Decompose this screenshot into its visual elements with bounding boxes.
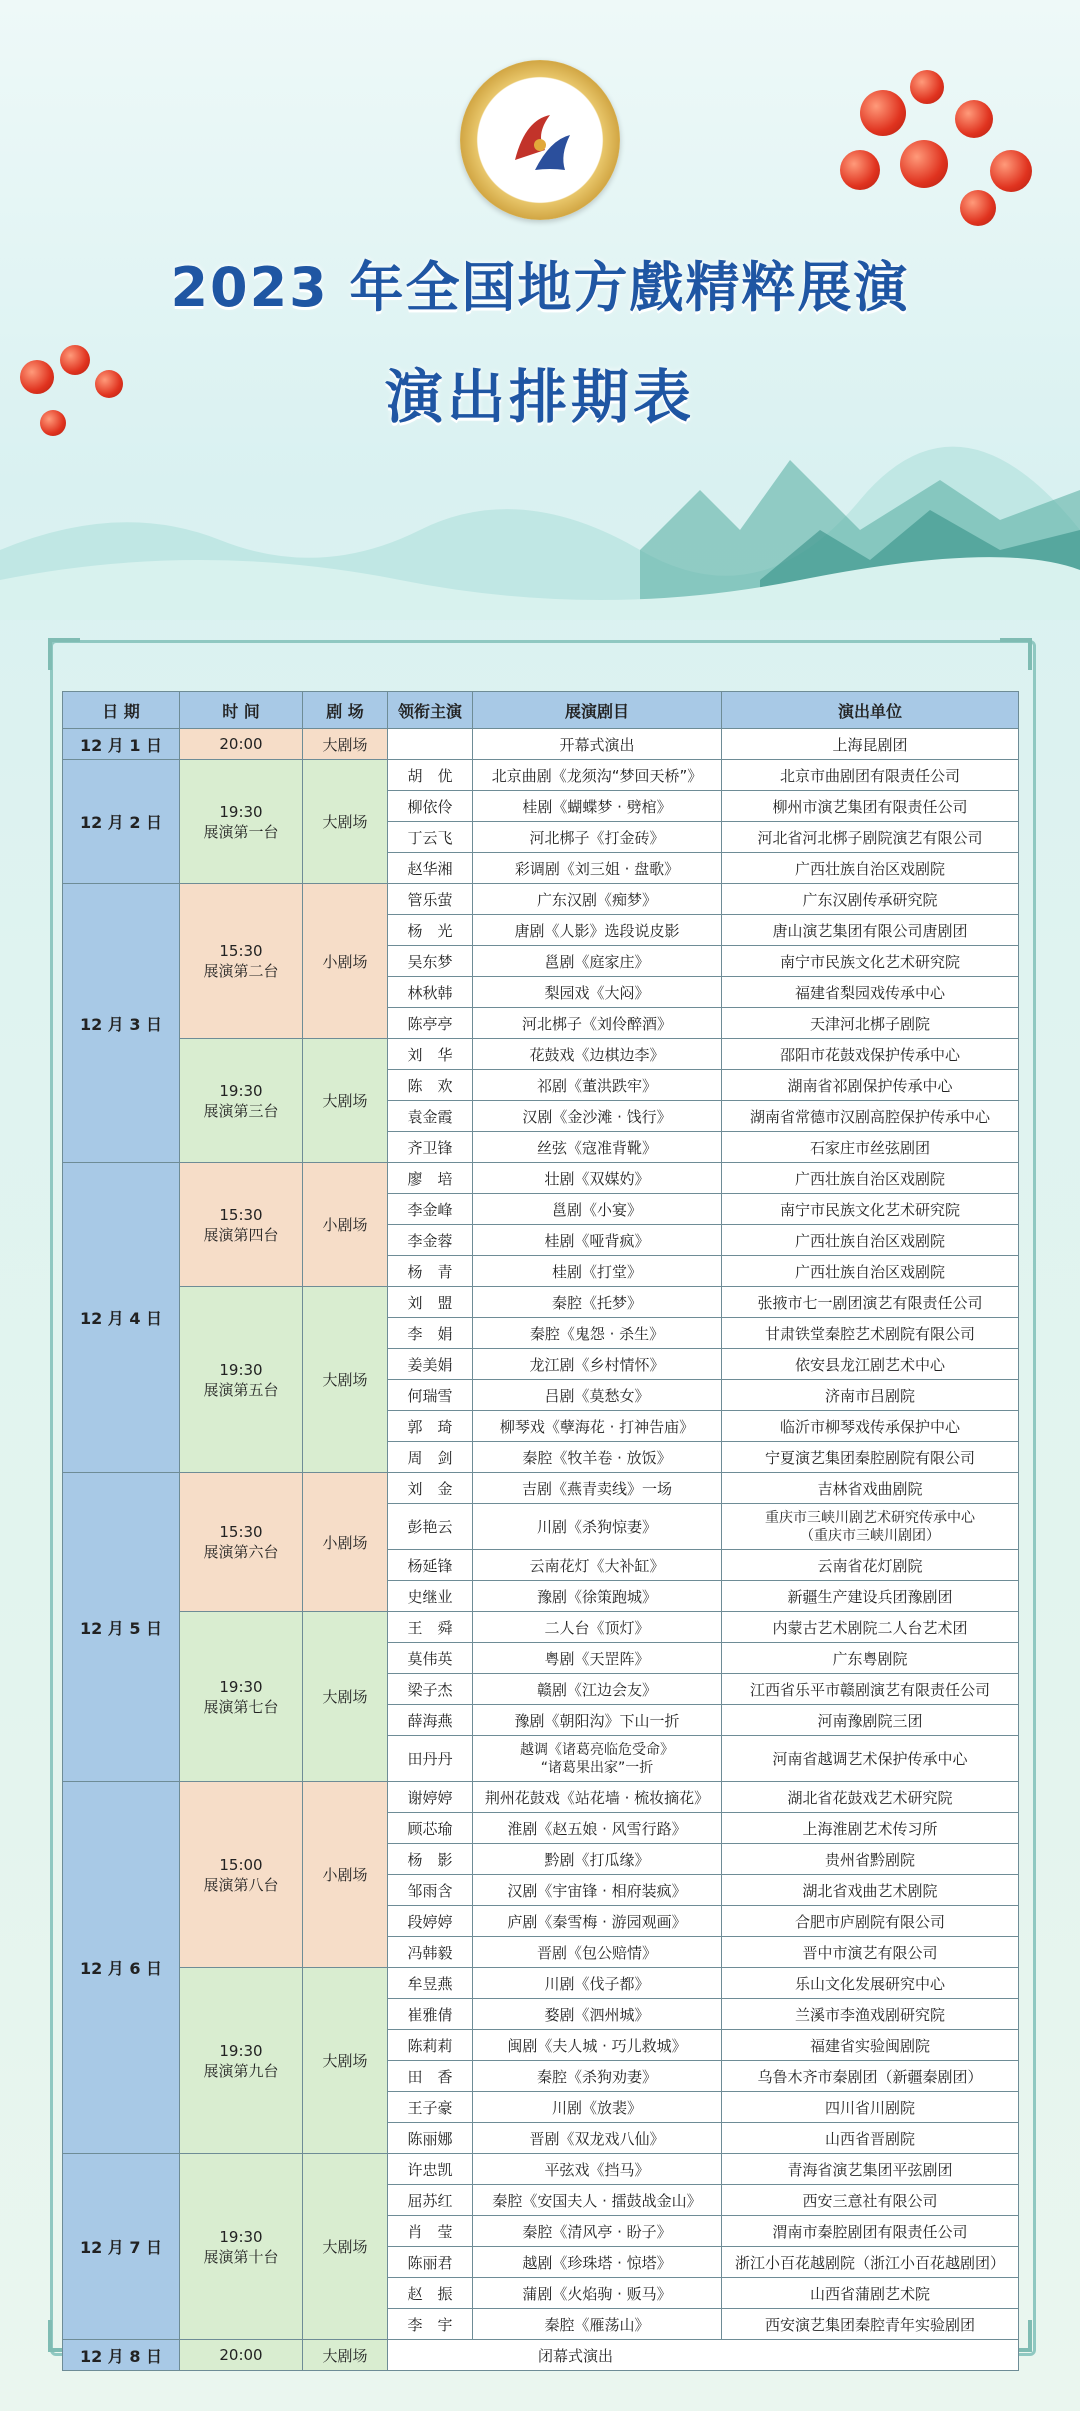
session-cell: 15:30 展演第六台 bbox=[180, 1473, 303, 1612]
lead-actor-cell: 彭艳云 bbox=[388, 1504, 473, 1550]
page-subtitle: 演出排期表 bbox=[384, 363, 695, 431]
venue-cell: 大剧场 bbox=[303, 1968, 388, 2154]
program-cell: 开幕式演出 bbox=[473, 729, 722, 760]
venue-cell: 小剧场 bbox=[303, 1782, 388, 1968]
venue-cell: 大剧场 bbox=[303, 2340, 388, 2371]
troupe-cell: 渭南市秦腔剧团有限责任公司 bbox=[722, 2216, 1019, 2247]
logo-emblem-icon bbox=[505, 100, 575, 180]
lead-actor-cell: 屈苏红 bbox=[388, 2185, 473, 2216]
lead-actor-cell: 李金蓉 bbox=[388, 1225, 473, 1256]
header-banner bbox=[0, 0, 1080, 620]
troupe-cell: 上海昆剧团 bbox=[722, 729, 1019, 760]
program-cell: 二人台《顶灯》 bbox=[473, 1612, 722, 1643]
troupe-cell: 柳州市演艺集团有限责任公司 bbox=[722, 791, 1019, 822]
table-row bbox=[63, 1612, 1019, 1643]
session-cell: 19:30 展演第十台 bbox=[180, 2154, 303, 2340]
program-cell: 梨园戏《大闷》 bbox=[473, 977, 722, 1008]
troupe-cell: 乌鲁木齐市秦剧团（新疆秦剧团） bbox=[722, 2061, 1019, 2092]
venue-cell: 大剧场 bbox=[303, 2154, 388, 2340]
date-cell: 12 月 3 日 bbox=[63, 884, 180, 1163]
program-cell: 荆州花鼓戏《站花墙 · 梳妆摘花》 bbox=[473, 1782, 722, 1813]
program-cell: 桂剧《蝴蝶梦 · 劈棺》 bbox=[473, 791, 722, 822]
session-cell: 19:30 展演第七台 bbox=[180, 1612, 303, 1782]
program-cell: 晋剧《双龙戏八仙》 bbox=[473, 2123, 722, 2154]
troupe-cell: 浙江小百花越剧院（浙江小百花越剧团） bbox=[722, 2247, 1019, 2278]
program-cell: 柳琴戏《孽海花 · 打神告庙》 bbox=[473, 1411, 722, 1442]
troupe-cell: 内蒙古艺术剧院二人台艺术团 bbox=[722, 1612, 1019, 1643]
troupe-cell: 青海省演艺集团平弦剧团 bbox=[722, 2154, 1019, 2185]
program-cell: 邕剧《小宴》 bbox=[473, 1194, 722, 1225]
troupe-cell: 湖北省戏曲艺术剧院 bbox=[722, 1875, 1019, 1906]
program-cell: 壮剧《双媒妁》 bbox=[473, 1163, 722, 1194]
table-row bbox=[63, 1039, 1019, 1070]
lantern-decoration bbox=[900, 140, 948, 188]
troupe-cell: 广西壮族自治区戏剧院 bbox=[722, 1163, 1019, 1194]
lead-actor-cell: 姜美娟 bbox=[388, 1349, 473, 1380]
table-header-row bbox=[63, 692, 1019, 729]
lead-actor-cell: 史继业 bbox=[388, 1581, 473, 1612]
troupe-cell: 新疆生产建设兵团豫剧团 bbox=[722, 1581, 1019, 1612]
program-cell: 秦腔《雁荡山》 bbox=[473, 2309, 722, 2340]
venue-cell: 小剧场 bbox=[303, 1163, 388, 1287]
program-cell: 吕剧《莫愁女》 bbox=[473, 1380, 722, 1411]
lead-actor-cell: 梁子杰 bbox=[388, 1674, 473, 1705]
lead-actor-cell: 许忠凯 bbox=[388, 2154, 473, 2185]
lead-actor-cell: 杨 青 bbox=[388, 1256, 473, 1287]
venue-cell: 小剧场 bbox=[303, 884, 388, 1039]
program-cell: 桂剧《打堂》 bbox=[473, 1256, 722, 1287]
troupe-cell: 南宁市民族文化艺术研究院 bbox=[722, 946, 1019, 977]
troupe-cell: 贵州省黔剧院 bbox=[722, 1844, 1019, 1875]
lead-actor-cell: 牟昱燕 bbox=[388, 1968, 473, 1999]
troupe-cell: 广东粤剧院 bbox=[722, 1643, 1019, 1674]
troupe-cell: 晋中市演艺有限公司 bbox=[722, 1937, 1019, 1968]
lead-actor-cell: 柳依伶 bbox=[388, 791, 473, 822]
column-header: 时 间 bbox=[180, 692, 303, 729]
lead-actor-cell: 杨 光 bbox=[388, 915, 473, 946]
program-cell: 婺剧《泗州城》 bbox=[473, 1999, 722, 2030]
lead-actor-cell: 廖 培 bbox=[388, 1163, 473, 1194]
lead-actor-cell: 吴东梦 bbox=[388, 946, 473, 977]
lantern-decoration bbox=[860, 90, 906, 136]
program-cell: 粤剧《天罡阵》 bbox=[473, 1643, 722, 1674]
troupe-cell: 江西省乐平市赣剧演艺有限责任公司 bbox=[722, 1674, 1019, 1705]
troupe-cell: 四川省川剧院 bbox=[722, 2092, 1019, 2123]
troupe-cell: 兰溪市李渔戏剧研究院 bbox=[722, 1999, 1019, 2030]
date-cell: 12 月 2 日 bbox=[63, 760, 180, 884]
troupe-cell: 广西壮族自治区戏剧院 bbox=[722, 853, 1019, 884]
troupe-cell: 湖北省花鼓戏艺术研究院 bbox=[722, 1782, 1019, 1813]
lead-actor-cell: 王 舜 bbox=[388, 1612, 473, 1643]
program-cell: 吉剧《燕青卖线》一场 bbox=[473, 1473, 722, 1504]
lead-actor-cell: 田丹丹 bbox=[388, 1736, 473, 1782]
troupe-cell: 西安三意社有限公司 bbox=[722, 2185, 1019, 2216]
troupe-cell: 河南豫剧院三团 bbox=[722, 1705, 1019, 1736]
session-cell: 20:00 bbox=[180, 729, 303, 760]
date-cell: 12 月 4 日 bbox=[63, 1163, 180, 1473]
lead-actor-cell: 薛海燕 bbox=[388, 1705, 473, 1736]
lead-actor-cell: 冯韩毅 bbox=[388, 1937, 473, 1968]
troupe-cell: 福建省实验闽剧院 bbox=[722, 2030, 1019, 2061]
troupe-cell: 依安县龙江剧艺术中心 bbox=[722, 1349, 1019, 1380]
troupe-cell: 湖南省常德市汉剧高腔保护传承中心 bbox=[722, 1101, 1019, 1132]
lead-actor-cell: 林秋韩 bbox=[388, 977, 473, 1008]
lead-actor-cell: 谢婷婷 bbox=[388, 1782, 473, 1813]
venue-cell: 大剧场 bbox=[303, 1039, 388, 1163]
program-cell: 秦腔《牧羊卷 · 放饭》 bbox=[473, 1442, 722, 1473]
troupe-cell: 广东汉剧传承研究院 bbox=[722, 884, 1019, 915]
session-cell: 15:30 展演第二台 bbox=[180, 884, 303, 1039]
table-row bbox=[63, 2154, 1019, 2185]
troupe-cell: 宁夏演艺集团秦腔剧院有限公司 bbox=[722, 1442, 1019, 1473]
lead-actor-cell: 杨延锋 bbox=[388, 1550, 473, 1581]
troupe-cell: 张掖市七一剧团演艺有限责任公司 bbox=[722, 1287, 1019, 1318]
lead-actor-cell: 何瑞雪 bbox=[388, 1380, 473, 1411]
lead-actor-cell: 胡 优 bbox=[388, 760, 473, 791]
lead-actor-cell: 邹雨含 bbox=[388, 1875, 473, 1906]
session-cell: 15:30 展演第四台 bbox=[180, 1163, 303, 1287]
lantern-decoration bbox=[990, 150, 1032, 192]
date-cell: 12 月 5 日 bbox=[63, 1473, 180, 1782]
troupe-cell: 唐山演艺集团有限公司唐剧团 bbox=[722, 915, 1019, 946]
lead-actor-cell: 莫伟英 bbox=[388, 1643, 473, 1674]
session-cell: 19:30 展演第五台 bbox=[180, 1287, 303, 1473]
program-cell: 河北梆子《刘伶醉酒》 bbox=[473, 1008, 722, 1039]
program-cell: 越调《诸葛亮临危受命》 “诸葛果出家”一折 bbox=[473, 1736, 722, 1782]
schedule-table bbox=[62, 691, 1019, 2371]
program-cell: 北京曲剧《龙须沟“梦回天桥”》 bbox=[473, 760, 722, 791]
troupe-cell: 乐山文化发展研究中心 bbox=[722, 1968, 1019, 1999]
lead-actor-cell: 陈莉莉 bbox=[388, 2030, 473, 2061]
column-header: 演出单位 bbox=[722, 692, 1019, 729]
lead-actor-cell: 赵华湘 bbox=[388, 853, 473, 884]
lead-actor-cell: 肖 莹 bbox=[388, 2216, 473, 2247]
venue-cell: 小剧场 bbox=[303, 1473, 388, 1612]
troupe-cell: 福建省梨园戏传承中心 bbox=[722, 977, 1019, 1008]
troupe-cell: 广西壮族自治区戏剧院 bbox=[722, 1225, 1019, 1256]
lead-actor-cell: 齐卫锋 bbox=[388, 1132, 473, 1163]
program-cell: 彩调剧《刘三姐 · 盘歌》 bbox=[473, 853, 722, 884]
troupe-cell: 北京市曲剧团有限责任公司 bbox=[722, 760, 1019, 791]
troupe-cell: 山西省晋剧院 bbox=[722, 2123, 1019, 2154]
program-cell: 川剧《杀狗惊妻》 bbox=[473, 1504, 722, 1550]
program-cell: 唐剧《人影》选段说皮影 bbox=[473, 915, 722, 946]
table-row bbox=[63, 760, 1019, 791]
troupe-cell: 临沂市柳琴戏传承保护中心 bbox=[722, 1411, 1019, 1442]
program-cell: 川剧《伐子都》 bbox=[473, 1968, 722, 1999]
troupe-cell: 云南省花灯剧院 bbox=[722, 1550, 1019, 1581]
troupe-cell: 上海淮剧艺术传习所 bbox=[722, 1813, 1019, 1844]
venue-cell: 大剧场 bbox=[303, 729, 388, 760]
lead-actor-cell: 刘 华 bbox=[388, 1039, 473, 1070]
lead-actor-cell: 刘 金 bbox=[388, 1473, 473, 1504]
column-header: 日 期 bbox=[63, 692, 180, 729]
table-row bbox=[63, 2340, 1019, 2371]
lead-actor-cell: 王子豪 bbox=[388, 2092, 473, 2123]
session-cell: 20:00 bbox=[180, 2340, 303, 2371]
date-cell: 12 月 7 日 bbox=[63, 2154, 180, 2340]
program-cell: 平弦戏《挡马》 bbox=[473, 2154, 722, 2185]
lead-actor-cell: 李 宇 bbox=[388, 2309, 473, 2340]
session-cell: 19:30 展演第一台 bbox=[180, 760, 303, 884]
program-cell: 广东汉剧《痴梦》 bbox=[473, 884, 722, 915]
lead-actor-cell: 刘 盟 bbox=[388, 1287, 473, 1318]
lead-actor-cell: 陈丽娜 bbox=[388, 2123, 473, 2154]
lantern-decoration bbox=[910, 70, 944, 104]
program-cell: 淮剧《赵五娘 · 风雪行路》 bbox=[473, 1813, 722, 1844]
table-row bbox=[63, 884, 1019, 915]
venue-cell: 大剧场 bbox=[303, 1612, 388, 1782]
program-cell: 赣剧《江边会友》 bbox=[473, 1674, 722, 1705]
troupe-cell: 邵阳市花鼓戏保护传承中心 bbox=[722, 1039, 1019, 1070]
session-cell: 15:00 展演第八台 bbox=[180, 1782, 303, 1968]
program-cell: 越剧《珍珠塔 · 惊塔》 bbox=[473, 2247, 722, 2278]
page-title: 2023 年全国地方戲精粹展演 bbox=[170, 256, 910, 319]
table-row bbox=[63, 1163, 1019, 1194]
program-cell: 云南花灯《大补缸》 bbox=[473, 1550, 722, 1581]
program-cell: 秦腔《托梦》 bbox=[473, 1287, 722, 1318]
troupe-cell: 济南市吕剧院 bbox=[722, 1380, 1019, 1411]
troupe-cell: 甘肃铁堂秦腔艺术剧院有限公司 bbox=[722, 1318, 1019, 1349]
program-cell: 川剧《放裴》 bbox=[473, 2092, 722, 2123]
table-row bbox=[63, 729, 1019, 760]
program-cell: 晋剧《包公赔情》 bbox=[473, 1937, 722, 1968]
lead-actor-cell: 田 香 bbox=[388, 2061, 473, 2092]
troupe-cell: 河南省越调艺术保护传承中心 bbox=[722, 1736, 1019, 1782]
festival-logo bbox=[460, 60, 620, 220]
schedule-body bbox=[63, 729, 1019, 2371]
program-cell: 秦腔《清风亭 · 盼子》 bbox=[473, 2216, 722, 2247]
program-cell: 秦腔《鬼怨 · 杀生》 bbox=[473, 1318, 722, 1349]
lead-actor-cell: 陈 欢 bbox=[388, 1070, 473, 1101]
program-cell: 河北梆子《打金砖》 bbox=[473, 822, 722, 853]
lead-actor-cell: 陈丽君 bbox=[388, 2247, 473, 2278]
lead-actor-cell: 杨 影 bbox=[388, 1844, 473, 1875]
lead-actor-cell bbox=[388, 729, 473, 760]
lead-actor-cell: 陈亭亭 bbox=[388, 1008, 473, 1039]
table-row bbox=[63, 1782, 1019, 1813]
lead-actor-cell: 管乐萤 bbox=[388, 884, 473, 915]
column-header: 剧 场 bbox=[303, 692, 388, 729]
date-cell: 12 月 6 日 bbox=[63, 1782, 180, 2154]
program-cell: 闽剧《夫人城 · 巧儿救城》 bbox=[473, 2030, 722, 2061]
program-cell: 庐剧《秦雪梅 · 游园观画》 bbox=[473, 1906, 722, 1937]
frame-corner-ornament bbox=[1000, 638, 1032, 670]
lead-actor-cell: 李 娟 bbox=[388, 1318, 473, 1349]
lead-actor-cell: 崔雅倩 bbox=[388, 1999, 473, 2030]
table-row bbox=[63, 1968, 1019, 1999]
lead-actor-cell: 李金峰 bbox=[388, 1194, 473, 1225]
program-cell: 蒲剧《火焰驹 · 贩马》 bbox=[473, 2278, 722, 2309]
program-cell: 花鼓戏《边棋边李》 bbox=[473, 1039, 722, 1070]
lantern-decoration bbox=[955, 100, 993, 138]
lead-actor-cell: 周 剑 bbox=[388, 1442, 473, 1473]
troupe-cell: 合肥市庐剧院有限公司 bbox=[722, 1906, 1019, 1937]
program-cell: 秦腔《安国夫人 · 擂鼓战金山》 bbox=[473, 2185, 722, 2216]
venue-cell: 大剧场 bbox=[303, 1287, 388, 1473]
column-header: 领衔主演 bbox=[388, 692, 473, 729]
troupe-cell: 南宁市民族文化艺术研究院 bbox=[722, 1194, 1019, 1225]
program-cell: 邕剧《庭家庄》 bbox=[473, 946, 722, 977]
program-cell: 闭幕式演出 bbox=[388, 2340, 1019, 2371]
lead-actor-cell: 顾芯瑜 bbox=[388, 1813, 473, 1844]
table-row bbox=[63, 1473, 1019, 1504]
troupe-cell: 重庆市三峡川剧艺术研究传承中心 （重庆市三峡川剧团） bbox=[722, 1504, 1019, 1550]
lead-actor-cell: 丁云飞 bbox=[388, 822, 473, 853]
program-cell: 桂剧《哑背疯》 bbox=[473, 1225, 722, 1256]
program-cell: 黔剧《打瓜缘》 bbox=[473, 1844, 722, 1875]
program-cell: 丝弦《寇准背靴》 bbox=[473, 1132, 722, 1163]
lead-actor-cell: 段婷婷 bbox=[388, 1906, 473, 1937]
date-cell: 12 月 8 日 bbox=[63, 2340, 180, 2371]
lantern-decoration bbox=[840, 150, 880, 190]
lead-actor-cell: 袁金霞 bbox=[388, 1101, 473, 1132]
session-cell: 19:30 展演第九台 bbox=[180, 1968, 303, 2154]
venue-cell: 大剧场 bbox=[303, 760, 388, 884]
troupe-cell: 山西省蒲剧艺术院 bbox=[722, 2278, 1019, 2309]
frame-corner-ornament bbox=[48, 638, 80, 670]
troupe-cell: 天津河北梆子剧院 bbox=[722, 1008, 1019, 1039]
troupe-cell: 西安演艺集团秦腔青年实验剧团 bbox=[722, 2309, 1019, 2340]
troupe-cell: 吉林省戏曲剧院 bbox=[722, 1473, 1019, 1504]
program-cell: 豫剧《朝阳沟》下山一折 bbox=[473, 1705, 722, 1736]
program-cell: 龙江剧《乡村情怀》 bbox=[473, 1349, 722, 1380]
troupe-cell: 广西壮族自治区戏剧院 bbox=[722, 1256, 1019, 1287]
lead-actor-cell: 郭 琦 bbox=[388, 1411, 473, 1442]
session-cell: 19:30 展演第三台 bbox=[180, 1039, 303, 1163]
table-row bbox=[63, 1287, 1019, 1318]
troupe-cell: 湖南省祁剧保护传承中心 bbox=[722, 1070, 1019, 1101]
program-cell: 祁剧《董洪跌牢》 bbox=[473, 1070, 722, 1101]
lantern-decoration bbox=[960, 190, 996, 226]
troupe-cell: 石家庄市丝弦剧团 bbox=[722, 1132, 1019, 1163]
program-cell: 汉剧《宇宙锋 · 相府装疯》 bbox=[473, 1875, 722, 1906]
lead-actor-cell: 赵 振 bbox=[388, 2278, 473, 2309]
program-cell: 汉剧《金沙滩 · 饯行》 bbox=[473, 1101, 722, 1132]
program-cell: 豫剧《徐策跑城》 bbox=[473, 1581, 722, 1612]
column-header: 展演剧目 bbox=[473, 692, 722, 729]
date-cell: 12 月 1 日 bbox=[63, 729, 180, 760]
program-cell: 秦腔《杀狗劝妻》 bbox=[473, 2061, 722, 2092]
troupe-cell: 河北省河北梆子剧院演艺有限公司 bbox=[722, 822, 1019, 853]
